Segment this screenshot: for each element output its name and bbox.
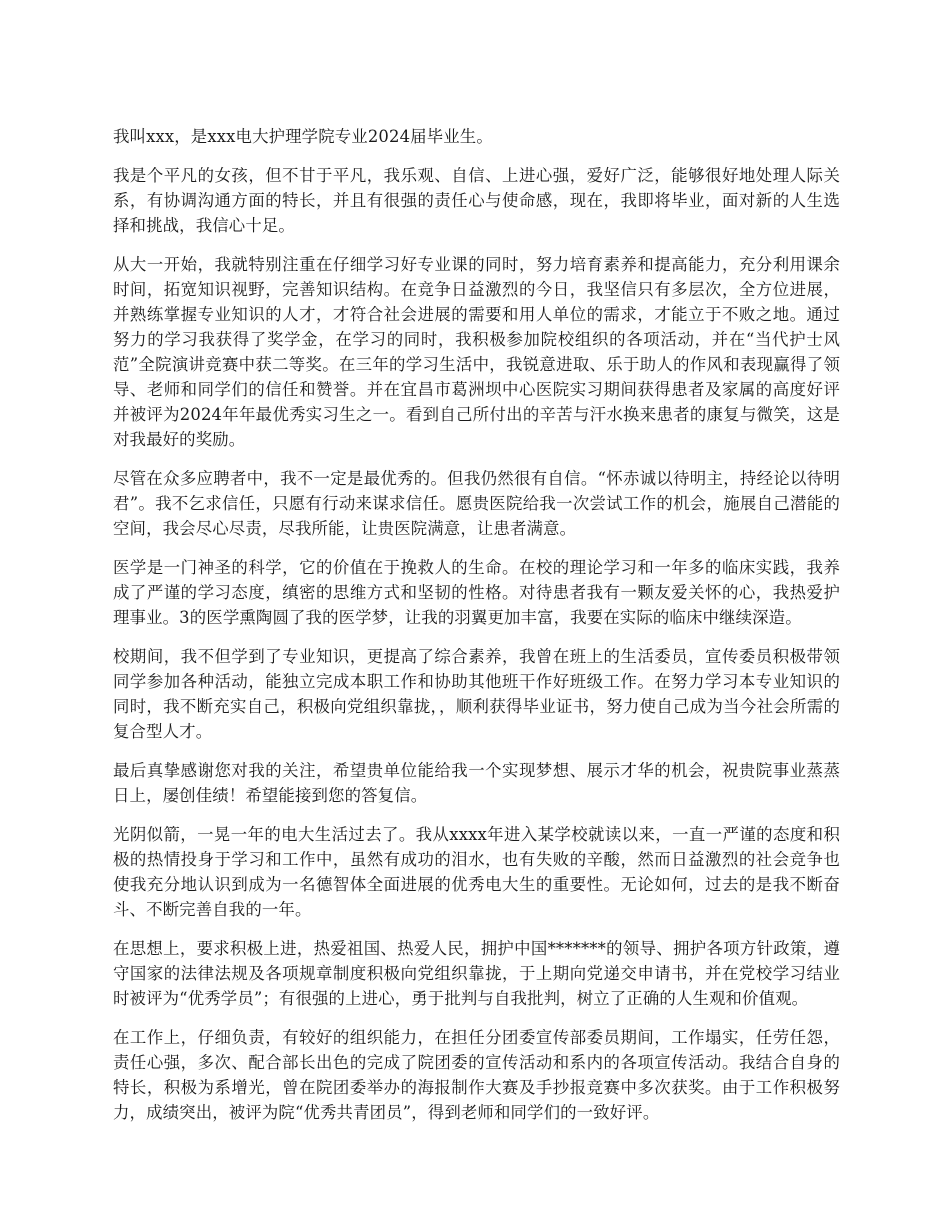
paragraph-intro: 我叫xxx，是xxx电大护理学院专业2024届毕业生。 [113,127,493,146]
paragraph-study-achievements: 从大一开始，我就特别注重在仔细学习好专业课的同时，努力培育素养和提高能力，充分利用课余时间，拓宽知识视野，完善知识结构。在竞争日益激烈的今日，我坚信只有多层次，全方位进展，并熟练掌握专业知识的人才，才符合社会进展的需要和用人单位的需求，才能立于不败之地。通过努力的学习我获得了奖学金，在学习的同时，我积极参加院校组织的各项活动，并在“当代护士风范”全院演讲竞赛中获二等奖。在三年的学习生活中，我锐意进取、乐于助人的作风和表现赢得了领导、老师和同学们的信任和赞誉。并在宜昌市葛洲坝中心医院实习期间获得患者及家属的高度好评并被评为2024年年最优秀实习生之一。看到自己所付出的辛苦与汗水换来患者的康复与微笑，这是对我最好的奖励。 [113,255,840,449]
document-body [113,124,840,1139]
paragraph-medicine: 医学是一门神圣的科学，它的价值在于挽救人的生命。在校的理论学习和一年多的临床实践，我养成了严谨的学习态度，缜密的思维方式和坚韧的性格。对待患者我有一颗友爱关怀的心，我热爱护理事业。3的医学熏陶圆了我的医学梦，让我的羽翼更加丰富，我要在实际的临床中继续深造。 [113,558,840,627]
paragraph-ideology: 在思想上，要求积极上进，热爱祖国、热爱人民，拥护中国*******的领导、拥护各项方针政策，遵守国家的法律法规及各项规章制度积极向党组织靠拢，于上期向党递交申请书，并在党校学习结业时被评为“优秀学员”；有很强的上进心，勇于批判与自我批判，树立了正确的人生观和价值观。 [113,939,840,1008]
paragraph-closing: 最后真挚感谢您对我的关注，希望贵单位能给我一个实现梦想、展示才华的机会，祝贵院事业蒸蒸日上，屡创佳绩！希望能接到您的答复信。 [113,761,840,805]
paragraph-school-activities: 校期间，我不但学到了专业知识，更提高了综合素养，我曾在班上的生活委员，宣传委员积极带领同学参加各种活动，能独立完成本职工作和协助其他班干作好班级工作。在努力学习本专业知识的同时，我不断充实自己，积极向党组织靠拢，，顺利获得毕业证书，努力使自己成为当今社会所需的复合型人才。 [113,647,840,741]
paragraph-confidence: 尽管在众多应聘者中，我不一定是最优秀的。但我仍然很有自信。“怀赤诚以待明主，持经论以待明君”。我不乞求信任，只愿有行动来谋求信任。愿贵医院给我一次尝试工作的机会，施展自己潜能的空间，我会尽心尽责，尽我所能，让贵医院满意，让患者满意。 [113,469,840,538]
paragraph-personality: 我是个平凡的女孩，但不甘于平凡，我乐观、自信、上进心强，爱好广泛，能够很好地处理人际关系，有协调沟通方面的特长，并且有很强的责任心与使命感，现在，我即将毕业，面对新的人生选择和挑战，我信心十足。 [113,166,840,235]
paragraph-year-summary: 光阴似箭，一晃一年的电大生活过去了。我从xxxx年进入某学校就读以来，一直一严谨的态度和积极的热情投身于学习和工作中，虽然有成功的泪水，也有失败的辛酸，然而日益激烈的社会竞争也使我充分地认识到成为一名德智体全面进展的优秀电大生的重要性。无论如何，过去的是我不断奋斗、不断完善自我的一年。 [113,825,840,919]
paragraph-work: 在工作上，仔细负责，有较好的组织能力，在担任分团委宣传部委员期间，工作塌实，任劳任怨，责任心强，多次、配合部长出色的完成了院团委的宣传活动和系内的各项宣传活动。我结合自身的特长，积极为系增光，曾在院团委举办的海报制作大赛及手抄报竞赛中多次获奖。由于工作积极努力，成绩突出，被评为院“优秀共青团员”，得到老师和同学们的一致好评。 [113,1028,840,1122]
